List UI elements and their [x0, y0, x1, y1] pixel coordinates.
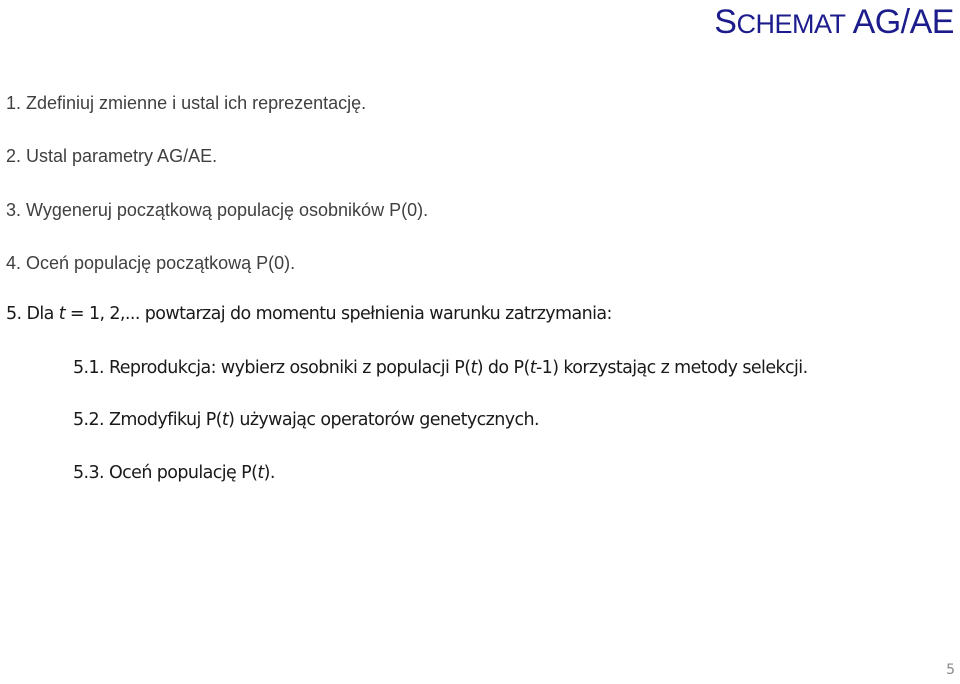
- substep-5-1-part3: -1) korzystając z metody selekcji.: [535, 358, 808, 378]
- substep-5-1-var2: t: [529, 358, 536, 378]
- step-5-prefix: 5. Dla: [6, 304, 59, 324]
- title-initial: S: [714, 3, 737, 41]
- substep-5-2-part1: 5.2. Zmodyfikuj P(: [73, 410, 222, 430]
- step-3: 3. Wygeneruj początkową populację osobników P(0).: [6, 200, 429, 220]
- step-2: 2. Ustal parametry AG/AE.: [6, 146, 218, 166]
- title-acronym: AG/AE: [852, 3, 954, 41]
- substep-5-3: [73, 462, 275, 484]
- step-5-variable: t: [58, 304, 65, 324]
- substep-5-2: [73, 409, 539, 431]
- substep-5-2-part2: ) używając operatorów genetycznych.: [228, 410, 539, 430]
- page-number: 5: [946, 662, 955, 678]
- step-1: 1. Zdefiniuj zmienne i ustal ich reprezentację.: [6, 93, 367, 113]
- substep-5-1-part1: 5.1. Reprodukcja: wybierz osobniki z populacji P(: [73, 358, 471, 378]
- step-4: 4. Oceń populację początkową P(0).: [6, 253, 296, 273]
- title-smallcaps: CHEMAT: [736, 9, 846, 39]
- substep-5-2-var1: t: [221, 410, 229, 430]
- slide-title: [714, 4, 954, 42]
- substep-5-1: [73, 357, 808, 379]
- substep-5-1-var1: t: [470, 358, 477, 378]
- substep-5-3-var1: t: [257, 463, 264, 483]
- substep-5-1-part2: ) do P(: [476, 358, 530, 378]
- step-5-suffix: = 1, 2,... powtarzaj do momentu spełnienia warunku zatrzymania:: [64, 304, 612, 324]
- substep-5-3-part2: ).: [263, 463, 275, 483]
- substep-5-3-part1: 5.3. Oceń populację P(: [73, 463, 258, 483]
- step-5: [6, 303, 612, 325]
